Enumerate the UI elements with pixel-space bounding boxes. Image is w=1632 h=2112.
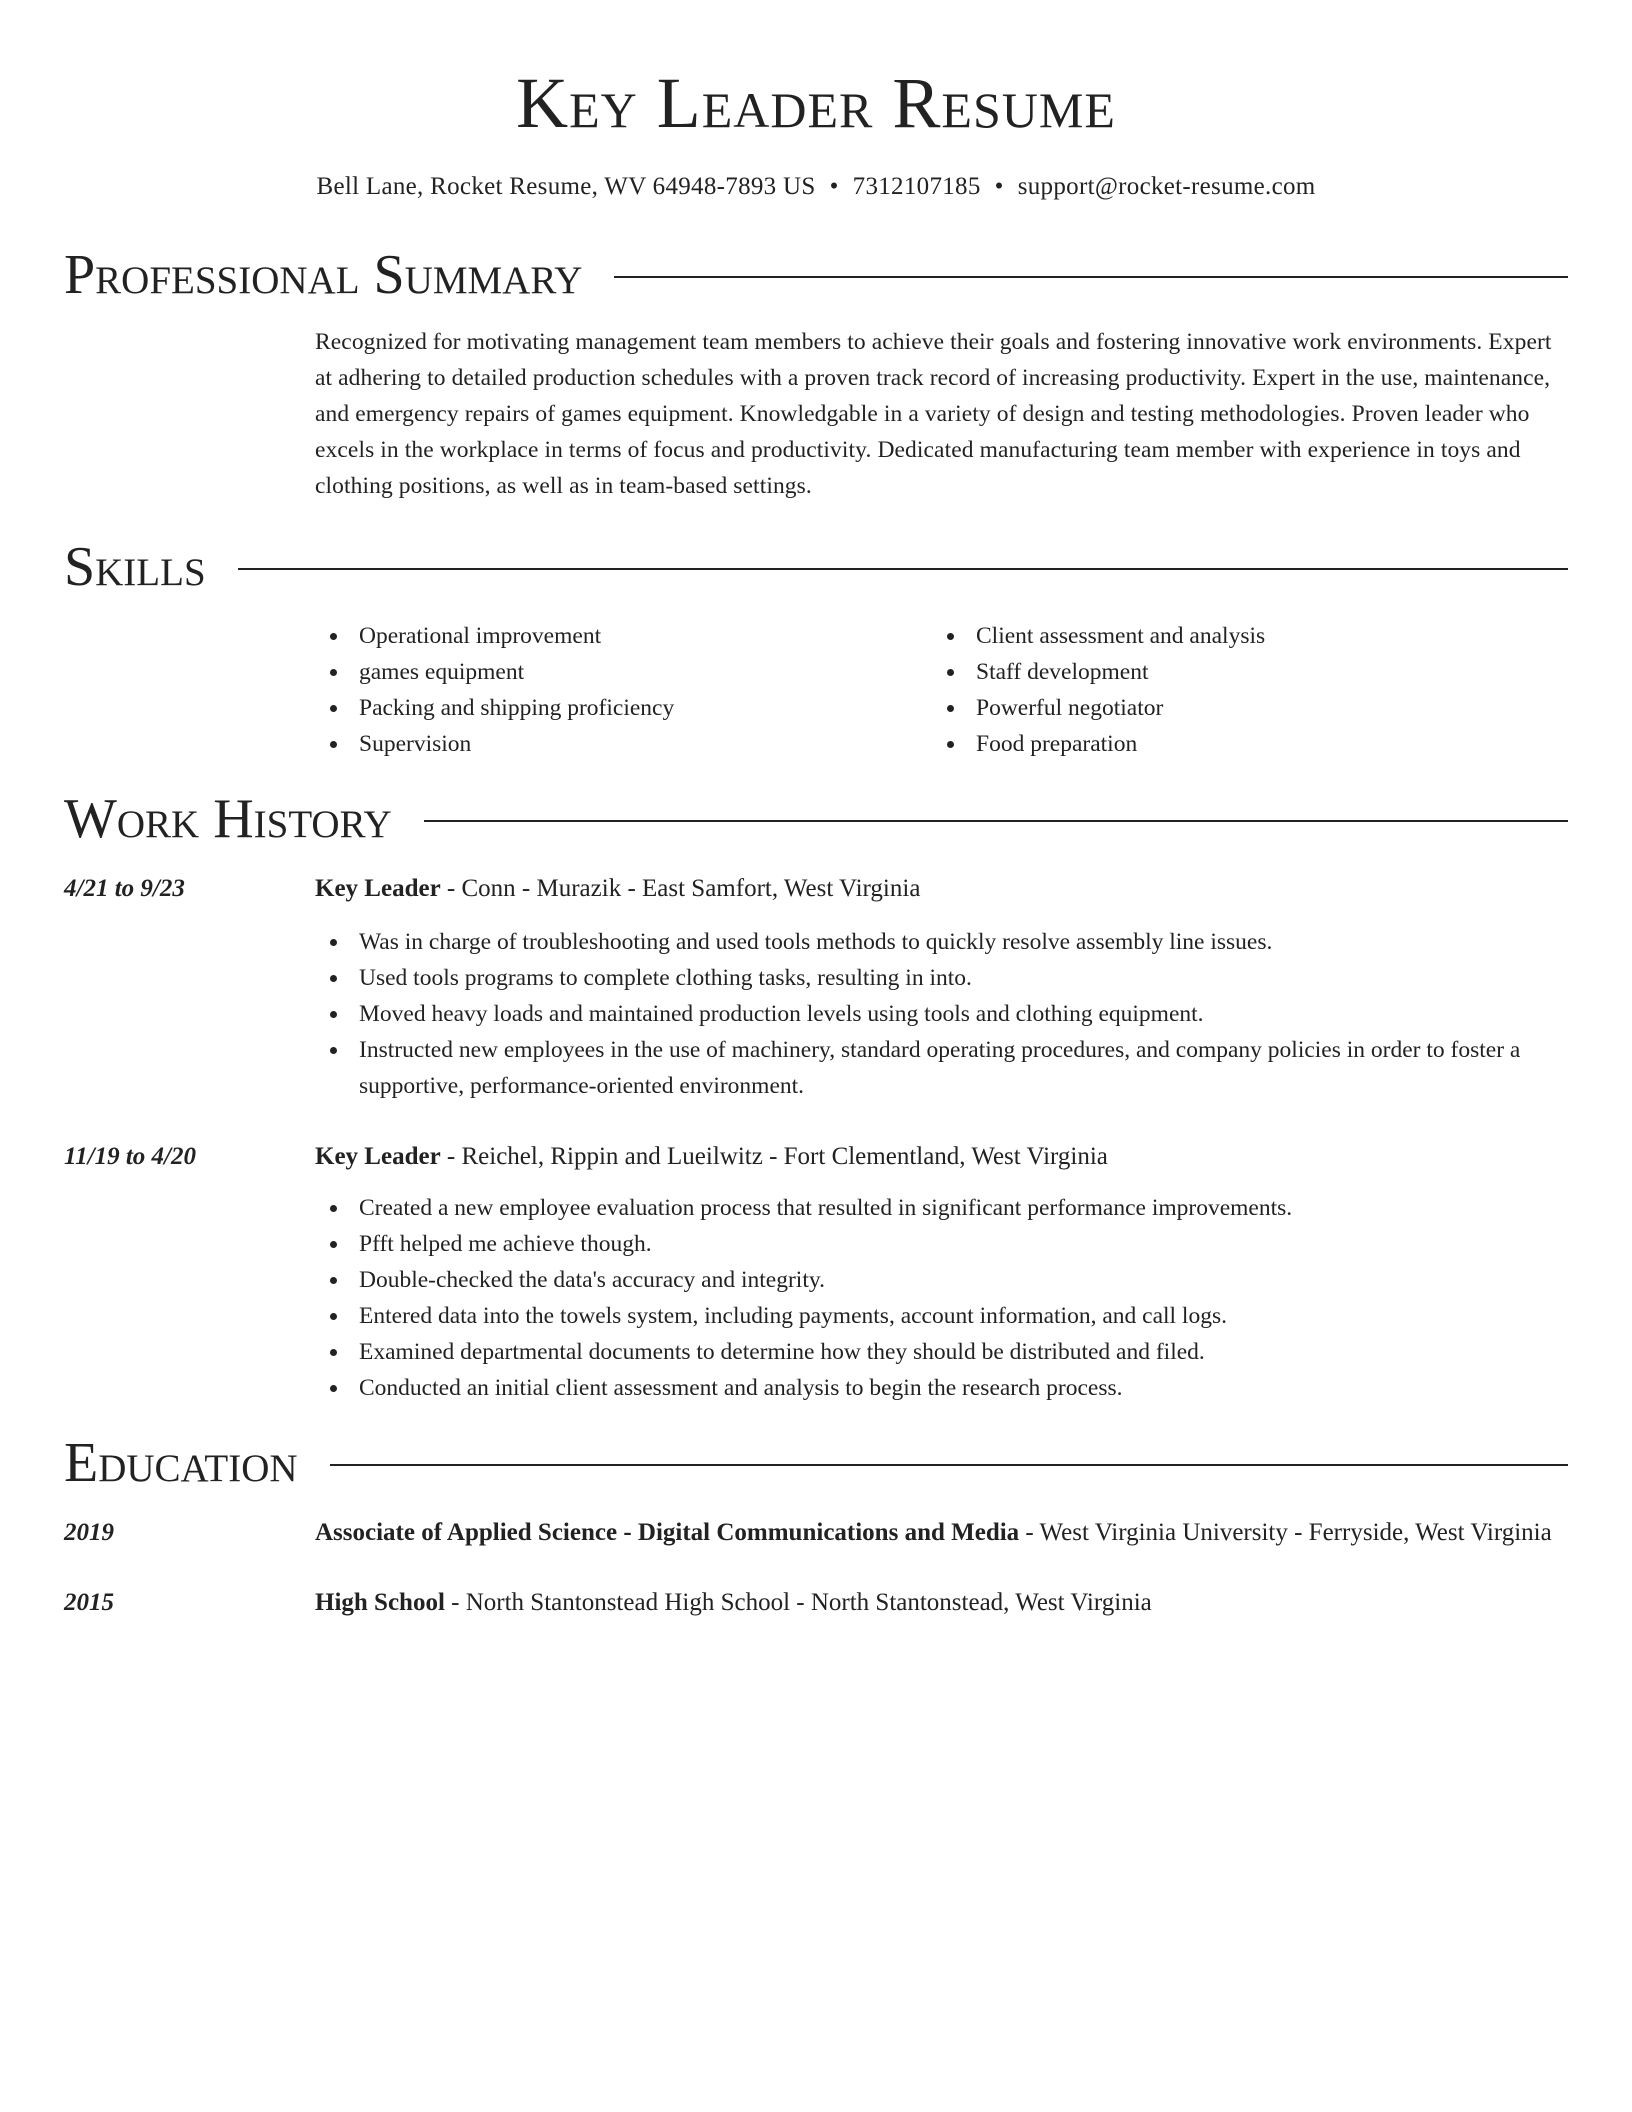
job-entry xyxy=(64,1138,1568,1406)
contact-email: support@rocket-resume.com xyxy=(1017,173,1316,200)
contact-address: Bell Lane, Rocket Resume, WV 64948-7893 US xyxy=(316,173,816,200)
education-header xyxy=(64,1428,1568,1498)
job-body xyxy=(315,1138,1568,1406)
skill-item: games equipment xyxy=(315,654,932,690)
contact-phone: 7312107185 xyxy=(852,173,981,200)
job-body xyxy=(315,870,1568,1104)
summary-title: Professional Summary xyxy=(64,244,583,306)
skills-grid xyxy=(315,618,1568,762)
education-details: - North Stantonstead High School - North Stantonstead, West Virginia xyxy=(444,1589,1152,1616)
job-details: - Conn - Murazik - East Samfort, West Virginia xyxy=(440,875,921,902)
education-year: 2015 xyxy=(64,1589,114,1616)
job-bullet: Moved heavy loads and maintained production levels using tools and clothing equipment. xyxy=(315,996,1568,1032)
education-heading xyxy=(315,1584,1568,1622)
job-bullets xyxy=(315,1190,1568,1406)
job-entry xyxy=(64,870,1568,1104)
job-bullet: Created a new employee evaluation process that resulted in significant performance improvements. xyxy=(315,1190,1568,1226)
contact-separator: • xyxy=(994,173,1004,200)
summary-text: Recognized for motivating management team members to achieve their goals and fostering innovative work environments. Expert at adhering to detailed production schedules with a proven track record of increasing productivity. Expert in the use, maintenance, and emergency repairs of games equipment. Knowledgable in a variety of design and testing methodologies. Proven leader who excels in the workplace in terms of focus and productivity. Dedicated manufacturing team member with experience in toys and clothing positions, as well as in team-based settings. xyxy=(315,329,1552,499)
job-heading xyxy=(315,1138,1568,1176)
contact-line xyxy=(64,170,1568,204)
work-title: Work History xyxy=(64,788,392,850)
skill-item: Supervision xyxy=(315,726,932,762)
section-divider xyxy=(330,1464,1568,1466)
education-degree: Associate of Applied Science - Digital Communications and Media xyxy=(315,1519,1020,1546)
skill-item: Food preparation xyxy=(932,726,1549,762)
job-bullet: Used tools programs to complete clothing tasks, resulting in into. xyxy=(315,960,1568,996)
education-heading xyxy=(315,1514,1568,1552)
job-position: Key Leader xyxy=(315,875,441,902)
education-body xyxy=(315,1584,1568,1622)
job-bullet: Conducted an initial client assessment and analysis to begin the research process. xyxy=(315,1370,1568,1406)
skill-item: Packing and shipping proficiency xyxy=(315,690,932,726)
job-heading xyxy=(315,870,1568,908)
resume-name: Key Leader Resume xyxy=(516,63,1116,143)
skills-column-left xyxy=(315,618,932,762)
work-header xyxy=(64,784,1568,854)
skill-item: Operational improvement xyxy=(315,618,932,654)
section-divider xyxy=(424,820,1568,822)
education-title: Education xyxy=(64,1432,298,1494)
education-degree: High School xyxy=(315,1589,445,1616)
job-bullet: Entered data into the towels system, including payments, account information, and call logs. xyxy=(315,1298,1568,1334)
education-entry xyxy=(64,1584,1568,1622)
education-details: - West Virginia University - Ferryside, West Virginia xyxy=(1019,1519,1552,1546)
job-bullet: Instructed new employees in the use of machinery, standard operating procedures, and company policies in order to foster a supportive, performance-oriented environment. xyxy=(315,1032,1568,1104)
section-divider xyxy=(614,276,1568,278)
education-year: 2019 xyxy=(64,1519,114,1546)
job-bullet: Examined departmental documents to determine how they should be distributed and filed. xyxy=(315,1334,1568,1370)
skill-item: Staff development xyxy=(932,654,1549,690)
job-bullet: Double-checked the data's accuracy and integrity. xyxy=(315,1262,1568,1298)
job-dates: 4/21 to 9/23 xyxy=(64,875,185,902)
job-bullets xyxy=(315,924,1568,1104)
skills-header xyxy=(64,532,1568,602)
resume-page xyxy=(64,0,1568,1622)
skill-item: Powerful negotiator xyxy=(932,690,1549,726)
job-details: - Reichel, Rippin and Lueilwitz - Fort Clementland, West Virginia xyxy=(440,1143,1108,1170)
job-position: Key Leader xyxy=(315,1143,441,1170)
education-body xyxy=(315,1514,1568,1552)
section-divider xyxy=(238,568,1568,570)
job-dates: 11/19 to 4/20 xyxy=(64,1143,196,1170)
skills-column-right xyxy=(932,618,1549,762)
job-bullet: Pfft helped me achieve though. xyxy=(315,1226,1568,1262)
summary-header xyxy=(64,240,1568,310)
education-entry xyxy=(64,1514,1568,1552)
skills-title: Skills xyxy=(64,536,206,598)
job-bullet: Was in charge of troubleshooting and used tools methods to quickly resolve assembly line issues. xyxy=(315,924,1568,960)
contact-separator: • xyxy=(829,173,839,200)
skill-item: Client assessment and analysis xyxy=(932,618,1549,654)
